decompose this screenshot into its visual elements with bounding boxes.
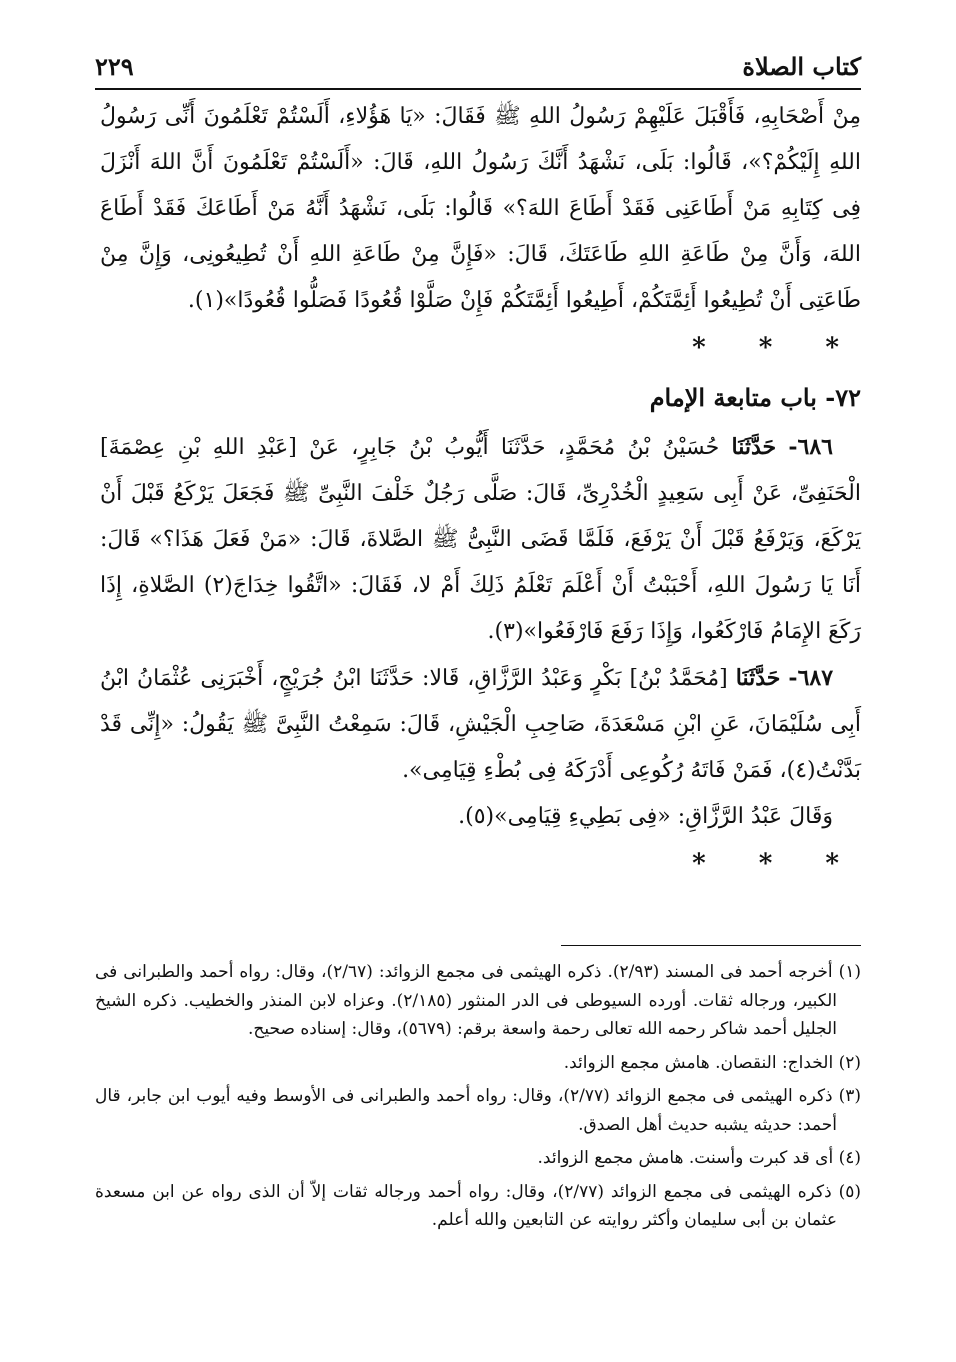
running-title: كتاب الصلاة xyxy=(742,52,861,81)
footnote-4: (٤) أى قد كبرت وأسنت. هامش مجمع الزوائد. xyxy=(537,1148,861,1168)
footnote-1: (١) أخرجه أحمد فى المسند (٢/٩٣). ذكره الهيثمى فى مجمع الزوائد: (٢/٦٧)، وقال: رواه أحمد والطبرانى فى الكبير، ورجاله ثقات. أورده السيوطى فى الدر المنثور (٢/١٨٥). وعزاه لابن المنذر والخطيب. ذكره الشيخ الجليل أحمد شاكر رحمه الله تعالى رحمة واسعة برقم: (٥٦٧٩)، وقال: إسناده صحيح. xyxy=(95,962,862,1039)
section-separator: * * * xyxy=(692,333,861,363)
hadith-lead-word: حَدَّثَنَا xyxy=(731,434,777,460)
footnote-5: (٥) ذكره الهيثمى فى مجمع الزوائد (٢/٧٧)، وقال: رواه أحمد ورجاله ثقات إلاّ أن الذى رواه عن ابن مسعدة عثمان بن أبى سليمان وأكثر روايته عن التابعين والله أعلم. xyxy=(95,1181,861,1230)
hadith-687 xyxy=(100,655,861,794)
page-header xyxy=(95,48,861,90)
footnote-2: (٢) الخداج: النقصان. هامش مجمع الزوائد. xyxy=(563,1052,861,1073)
footnote-3: (٣) ذكره الهيثمى فى مجمع الزوائد (٢/٧٧)، وقال: رواه أحمد والطبرانى فى الأوسط وفيه أيوب ابن جابر، قال أحمد: حديثه يشبه حديث أهل الصدق. xyxy=(95,1086,861,1135)
hadith-number: ٦٨٧- xyxy=(788,665,834,691)
hadith-686 xyxy=(100,424,861,655)
hadith-text: حُسَيْنُ بْنُ مُحَمَّدٍ، حَدَّثَنَا أَيُّوبُ بْنُ جَابِرٍ، عَنْ [عَبْدِ اللهِ بْنِ عِصْمَةَ] الْحَنَفِىِّ، عَنْ أَبِى سَعِيدٍ الْخُدْرِىِّ، قَالَ: صَلَّى رَجُلٌ خَلْفَ النَّبِىِّ ﷺ فَجَعَلَ يَرْكَعُ قَبْلَ أَنْ يَرْكَعَ، وَيَرْفَعُ قَبْلَ أَنْ يَرْفَعَ، فَلَمَّا قَضَى النَّبِىُّ ﷺ الصَّلاةَ، قَالَ: «مَنْ فَعَلَ هَذَا؟» قَالَ: أَنَا يَا رَسُولَ اللهِ، أَحْبَبْتُ أَنْ أَعْلَمَ تَعْلَمُ ذَلِكَ أَمْ لا، فَقَالَ: «اتَّقُوا خِدَاجَ(٢) الصَّلاةِ، إِذَا رَكَعَ الإِمَامُ فَارْكَعُوا، وَإِذَا رَفَعَ فَارْفَعُوا»(٣). xyxy=(100,435,861,644)
footnote-divider xyxy=(561,945,861,946)
intro-paragraph: مِنْ أَصْحَابِهِ، فَأَقْبَلَ عَلَيْهِمْ رَسُولُ اللهِ ﷺ فَقَالَ: «يَا هَؤُلاءِ، أَلَسْتُمْ تَعْلَمُونَ أَنِّى رَسُولُ اللهِ إِلَيْكُمْ؟»، قَالُوا: بَلَى، نَشْهَدُ أَنَّكَ رَسُولُ اللهِ، قَالَ: «أَلَسْتُمْ تَعْلَمُونَ أَنَّ اللهَ أَنْزَلَ فِى كِتَابِهِ مَنْ أَطَاعَنِى فَقَدْ أَطَاعَ اللهَ؟» قَالُوا: بَلَى، نَشْهَدُ أَنَّهُ مَنْ أَطَاعَكَ فَقَدْ أَطَاعَ اللهَ، وَأَنَّ مِنْ طَاعَةِ اللهِ طَاعَتَكَ، قَالَ: «فَإِنَّ مِنْ طَاعَةِ اللهِ أَنْ تُطِيعُونِى، وَإِنَّ مِنْ طَاعَتِى أَنْ تُطِيعُوا أَئِمَّتَكُمْ، أَطِيعُوا أَئِمَّتَكُمْ فَإِنْ صَلَّوْا قُعُودًا فَصَلُّوا قُعُودًا»(١). xyxy=(100,104,861,313)
page-number: ٢٢٩ xyxy=(95,52,134,81)
main-text xyxy=(100,94,861,892)
hadith-number: ٦٨٦- xyxy=(788,434,833,460)
chapter-title: ٧٢- باب متابعة الإمام xyxy=(649,383,861,412)
footnotes xyxy=(95,945,861,1240)
hadith-text: [مُحَمَّدُ بْنُ] بَكْرٍ وَعَبْدُ الرَّزَّاقِ، قَالا: حَدَّثَنَا ابْنُ جُرَيْجٍ، أَخْبَرَنِى عُثْمَانُ ابْنُ أَبِى سُلَيْمَانَ، عَنِ ابْنِ مَسْعَدَةَ، صَاحِبِ الْجَيْشِ، قَالَ: سَمِعْتُ النَّبِىَّ ﷺ يَقُولُ: «إِنِّى قَدْ بَدَّنْتُ(٤)، فَمَنْ فَاتَهُ رُكُوعِى أَدْرَكَهُ فِى بُطْءِ قِيَامِى». xyxy=(100,666,861,783)
hadith-lead-word: حَدَّثَنَا xyxy=(735,665,781,691)
section-separator: * * * xyxy=(692,849,861,879)
variant-note: وَقَالَ عَبْدُ الرَّزَّاقِ: «فِى بَطِيءِ قِيَامِى»(٥). xyxy=(458,804,833,829)
